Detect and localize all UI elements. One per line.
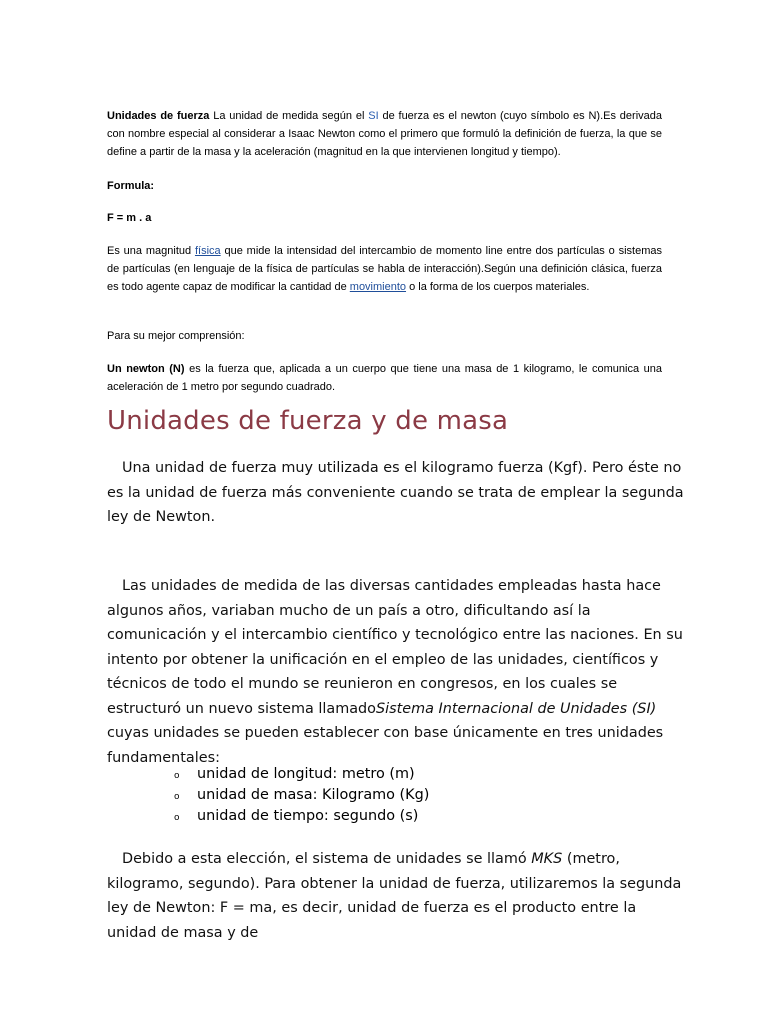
bullet-icon: o	[174, 813, 180, 823]
list-item	[174, 764, 429, 785]
mks-term: MKS	[531, 851, 563, 867]
magnitud-paragraph	[107, 242, 662, 296]
si-system-name: Sistema Internacional de Unidades (SI)	[375, 700, 657, 717]
fundamental-units-list	[174, 764, 429, 827]
list-item-text: unidad de longitud: metro (m)	[197, 766, 415, 782]
mks-paragraph-text-1: Debido a esta elección, el sistema de unidades se llamó	[122, 851, 532, 867]
intro-text-2: de fuerza es el newton (cuyo símbolo es N).Es derivada con nombre especial al considerar a Isaac Newton como el primero que formuló la definición de fuerza, la que se define a partir de la masa y la aceleración (magnitud en la que intervienen longitud y tiempo).	[107, 110, 663, 158]
bullet-icon: o	[174, 771, 180, 781]
formula-expression-text: F = m . a	[107, 212, 152, 224]
kgf-paragraph	[107, 456, 687, 530]
newton-definition	[107, 360, 662, 396]
magnitud-text-3: o la forma de los cuerpos materiales.	[406, 281, 590, 293]
si-term: SI	[368, 110, 379, 122]
list-item-text: unidad de tiempo: segundo (s)	[197, 808, 419, 824]
intro-text-1: La unidad de medida según el	[209, 110, 369, 122]
si-paragraph-text-1: Las unidades de medida de las diversas cantidades empleadas hasta hace algunos años, variaban mucho de un país a otro, dificultando así la comunicación y el intercambio científico y tecnológico entre las naciones. En su intento por obtener la unificación en el empleo de las unidades, científicos y técnicos de todo el mundo se reunieron en congresos, en los cuales se estructuró un nuevo sistema llamado	[107, 578, 683, 717]
magnitud-text-1: Es una magnitud	[107, 245, 195, 257]
list-item-text: unidad de masa: Kilogramo (Kg)	[197, 787, 430, 803]
mks-paragraph	[107, 847, 687, 945]
si-paragraph-text-2: cuyas unidades se pueden establecer con base únicamente en tres unidades fundamentales:	[107, 725, 664, 766]
fisica-link[interactable]: física	[194, 245, 221, 257]
mks-paragraph-text-2: (metro, kilogramo, segundo). Para obtener la unidad de fuerza, utilizaremos la segunda ley de Newton: F = ma, es decir, unidad de fuerza es el producto entre la unidad de masa y de	[107, 851, 682, 941]
formula-expression	[107, 209, 151, 227]
list-item	[174, 806, 429, 827]
formula-label	[107, 177, 154, 195]
movimiento-link[interactable]: movimiento	[349, 281, 407, 293]
intro-paragraph	[107, 107, 662, 161]
list-item	[174, 785, 429, 806]
intro-bold-term: Unidades de fuerza	[107, 110, 210, 122]
formula-label-text: Formula:	[107, 180, 155, 192]
newton-bold-term: Un newton (N)	[107, 363, 185, 375]
magnitud-text-2: que mide la intensidad del intercambio de momento line entre dos partículas o sistemas de partículas (en lenguaje de la física de partículas se habla de interacción).Según una definición clásica, fuerza es todo agente capaz de modificar la cantidad de	[107, 245, 662, 293]
bullet-icon: o	[174, 792, 180, 802]
kgf-paragraph-text: Una unidad de fuerza muy utilizada es el kilogramo fuerza (Kgf). Pero éste no es la unidad de fuerza más conveniente cuando se trata de emplear la segunda ley de Newton.	[107, 460, 684, 525]
comprension-paragraph: Para su mejor comprensión:	[107, 330, 245, 342]
section-heading: Unidades de fuerza y de masa	[107, 406, 509, 436]
si-paragraph	[107, 574, 687, 770]
newton-definition-text: es la fuerza que, aplicada a un cuerpo que tiene una masa de 1 kilogramo, le comunica una aceleración de 1 metro por segundo cuadrado.	[107, 363, 662, 393]
